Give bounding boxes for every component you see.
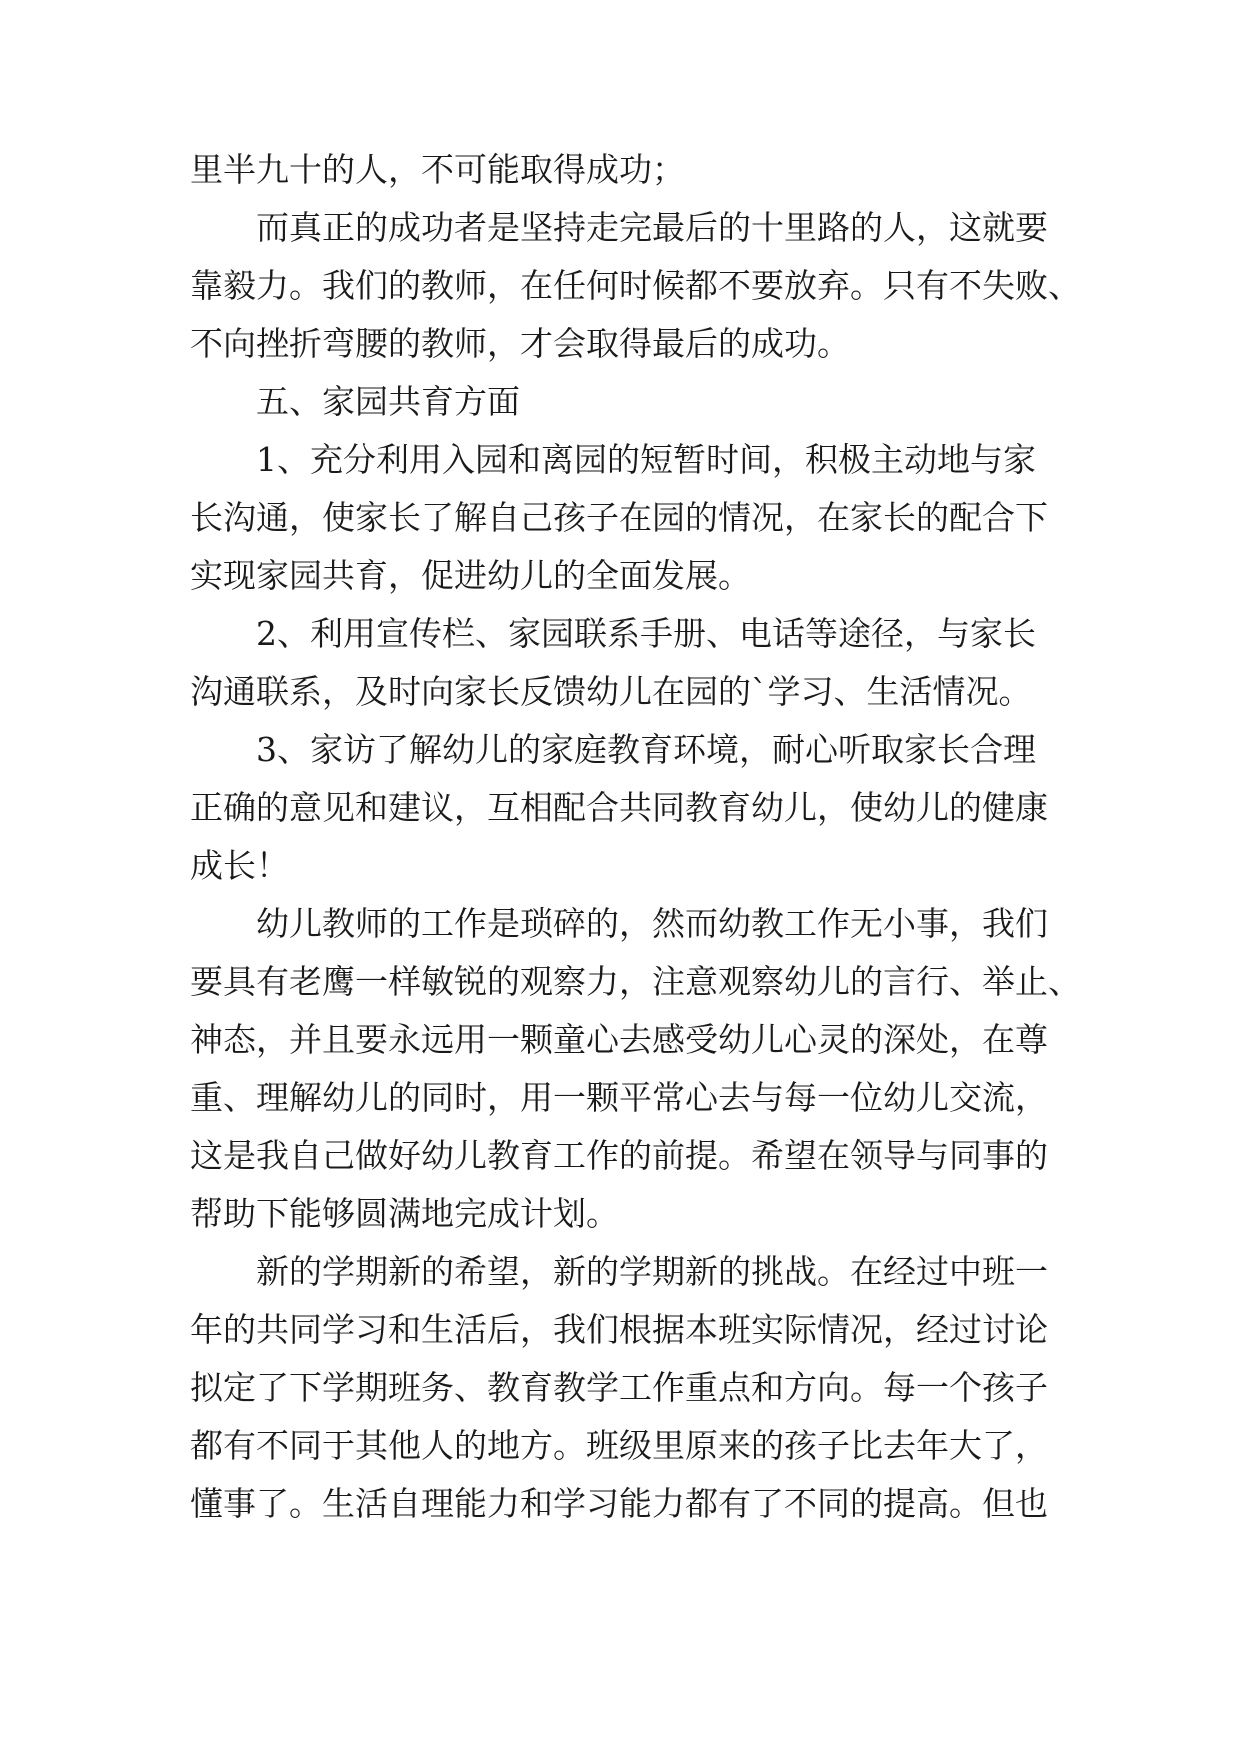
text-line: 重、理解幼儿的同时，用一颗平常心去与每一位幼儿交流， <box>190 1078 1048 1117</box>
text-line: 2、利用宣传栏、家园联系手册、电话等途径，与家长 <box>190 614 1036 653</box>
text-line: 实现家园共育，促进幼儿的全面发展。 <box>190 556 751 595</box>
text-line: 3、家访了解幼儿的家庭教育环境，耐心听取家长合理 <box>190 730 1036 769</box>
text-line: 都有不同于其他人的地方。班级里原来的孩子比去年大了， <box>190 1426 1048 1465</box>
text-line: 帮助下能够圆满地完成计划。 <box>190 1194 619 1233</box>
text-line: 正确的意见和建议，互相配合共同教育幼儿，使幼儿的健康 <box>190 788 1048 827</box>
text-line: 不向挫折弯腰的教师，才会取得最后的成功。 <box>190 324 850 363</box>
text-line: 幼儿教师的工作是琐碎的，然而幼教工作无小事，我们 <box>190 904 1048 943</box>
section-heading: 五、家园共育方面 <box>190 382 520 421</box>
text-line: 里半九十的人，不可能取得成功； <box>190 150 685 189</box>
text-line: 年的共同学习和生活后，我们根据本班实际情况，经过讨论 <box>190 1310 1048 1349</box>
text-line: 而真正的成功者是坚持走完最后的十里路的人，这就要 <box>190 208 1048 247</box>
text-line: 靠毅力。我们的教师，在任何时候都不要放弃。只有不失败、 <box>190 266 1081 305</box>
text-line: 新的学期新的希望，新的学期新的挑战。在经过中班一 <box>190 1252 1048 1291</box>
text-line: 长沟通，使家长了解自己孩子在园的情况，在家长的配合下 <box>190 498 1048 537</box>
text-line: 懂事了。生活自理能力和学习能力都有了不同的提高。但也 <box>190 1484 1048 1523</box>
text-line: 拟定了下学期班务、教育教学工作重点和方向。每一个孩子 <box>190 1368 1048 1407</box>
text-line: 沟通联系，及时向家长反馈幼儿在园的`学习、生活情况。 <box>190 672 1032 711</box>
text-line: 1、充分利用入园和离园的短暂时间，积极主动地与家 <box>190 440 1036 479</box>
text-line: 要具有老鹰一样敏锐的观察力，注意观察幼儿的言行、举止、 <box>190 962 1081 1001</box>
text-line: 这是我自己做好幼儿教育工作的前提。希望在领导与同事的 <box>190 1136 1048 1175</box>
text-line: 成长！ <box>190 846 289 885</box>
text-line: 神态，并且要永远用一颗童心去感受幼儿心灵的深处，在尊 <box>190 1020 1048 1059</box>
